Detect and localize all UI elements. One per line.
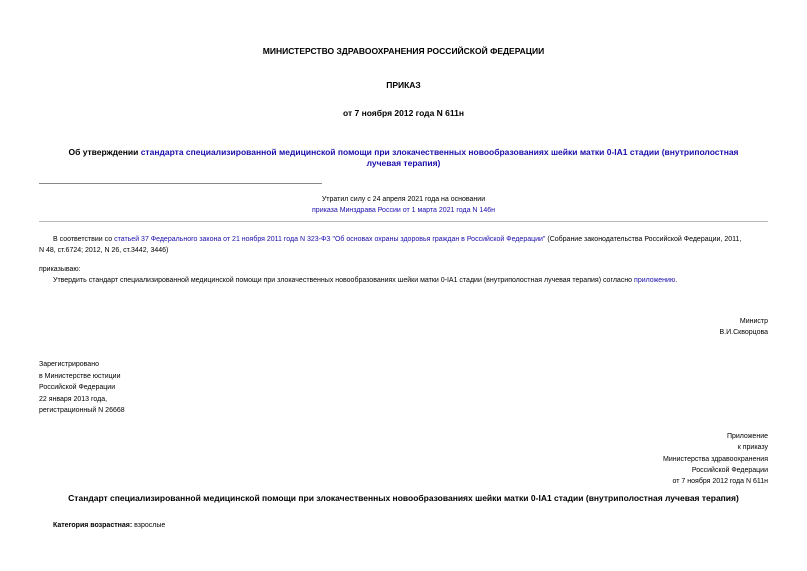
preamble-line2: N 48, ст.6724; 2012, N 26, ст.3442, 3446) — [39, 247, 169, 254]
signature-name: В.И.Скворцова — [719, 329, 768, 336]
signature-position: Министр — [739, 318, 768, 325]
repeal-link-line — [0, 207, 807, 214]
document-date-number: от 7 ноября 2012 года N 611н — [342, 108, 465, 118]
preamble-suffix: (Собрание законодательства Российской Федерации, 2011, — [545, 236, 742, 243]
order-prikazyvayu: приказываю: — [39, 266, 81, 273]
federal-law-link[interactable]: статьей 37 Федерального закона от 21 ноября 2011 года N 323-ФЗ "Об основах охраны здоровья граждан в Российской Федерации" — [114, 236, 546, 243]
document-type: ПРИКАЗ — [386, 80, 421, 90]
registration-line: Российской Федерации — [39, 384, 116, 391]
appendix-line: Министерства здравоохранения — [663, 455, 768, 463]
appendix-line: от 7 ноября 2012 года N 611н — [672, 478, 768, 486]
registration-line: Зарегистрировано — [39, 361, 99, 368]
appendix-line: Российской Федерации — [691, 466, 768, 474]
order-text-end: . — [675, 277, 678, 284]
document-title — [40, 147, 767, 169]
repeal-divider — [39, 221, 768, 222]
age-category-label: Категория возрастная: — [53, 522, 133, 529]
appendix-line: Приложение — [726, 433, 768, 440]
title-prefix: Об утверждении — [68, 147, 141, 157]
standard-title: Стандарт специализированной медицинской помощи при злокачественных новообразованиях шейки матки 0-IA1 стадии (внутриполостная лучевая терапия) — [68, 493, 739, 503]
title-standard-link-cont[interactable]: лучевая терапия) — [366, 158, 441, 168]
order-text-body: Утвердить стандарт специализированной медицинской помощи при злокачественных новообразованиях шейки матки 0-IA1 стадии (внутриполостная лучевая терапия) согласно — [53, 277, 635, 284]
appendix-block — [500, 431, 768, 487]
preamble-line1 — [53, 236, 741, 243]
registration-block — [39, 359, 125, 417]
registration-line: 22 января 2013 года, — [39, 395, 108, 403]
registration-line: регистрационный N 26668 — [39, 407, 125, 414]
age-category-value: взрослые — [132, 522, 166, 529]
repeal-order-link[interactable]: приказа Минздрава России от 1 марта 2021 года N 146н — [312, 207, 495, 214]
ministry-heading: МИНИСТЕРСТВО ЗДРАВООХРАНЕНИЯ РОССИЙСКОЙ ФЕДЕРАЦИИ — [262, 46, 545, 56]
appendix-link[interactable]: приложению — [634, 277, 676, 284]
title-standard-link[interactable]: стандарта специализированной медицинской помощи при злокачественных новообразованиях шейки матки 0-IA1 стадии (внутриполостная — [140, 147, 739, 157]
repeal-note: Утратил силу с 24 апреля 2021 года на основании — [321, 196, 486, 203]
appendix-line: к приказу — [737, 444, 768, 452]
order-text — [53, 277, 677, 284]
preamble-prefix: В соответствии со — [53, 236, 115, 243]
registration-line: в Министерстве юстиции — [39, 372, 121, 380]
age-category — [53, 522, 165, 529]
title-divider — [39, 183, 322, 184]
